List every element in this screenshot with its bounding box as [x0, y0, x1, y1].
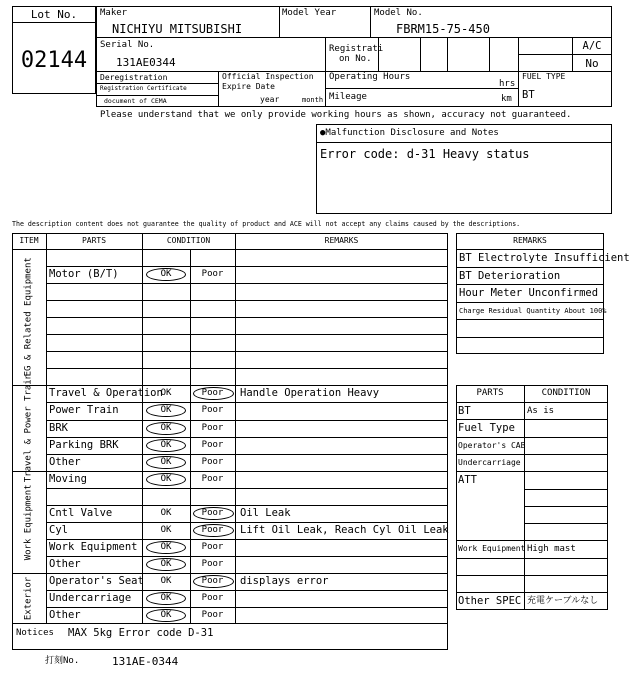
condition-circle: [146, 456, 186, 469]
condition-ok: OK: [160, 593, 172, 604]
malfunction-text: Error code: d-31 Heavy status: [320, 147, 530, 161]
stamp-label: 打刻No.: [45, 656, 80, 666]
parts-header: PARTS: [476, 388, 504, 398]
table-row-divider: [46, 317, 448, 318]
condition-ok: OK: [160, 439, 172, 450]
condition-circle: [146, 422, 186, 435]
condition-ok: OK: [160, 575, 172, 586]
remarks-header-divider: [456, 249, 604, 250]
remarks-row-divider: [456, 302, 604, 303]
row-remark: Lift Oil Leak, Reach Cyl Oil Leak: [240, 523, 449, 536]
header-col-divider: [325, 37, 326, 107]
condition-poor: Poor: [201, 610, 224, 621]
row-part: Other: [49, 557, 81, 570]
row-part: Power Train: [49, 404, 119, 417]
mileage-label: Mileage: [329, 92, 367, 102]
condition-poor: Poor: [201, 575, 224, 586]
parts-row-divider: [456, 454, 608, 455]
table-row-divider: [46, 402, 448, 403]
header-col-divider: [447, 37, 448, 71]
parts-item: ATT: [458, 474, 477, 487]
condition-circle: [146, 268, 186, 281]
section-divider: [12, 471, 448, 472]
malfunction-title: ●Malfunction Disclosure and Notes: [320, 128, 499, 138]
model-year-label: Model Year: [282, 8, 337, 18]
condition-circle: [146, 609, 186, 622]
header-row-divider: [96, 37, 612, 38]
maker-value: NICHIYU MITSUBISHI: [112, 22, 243, 36]
condition-poor: Poor: [201, 507, 224, 518]
section-label: Work Equipment: [23, 483, 34, 560]
row-remark: Oil Leak: [240, 506, 291, 519]
condition-ok: OK: [160, 473, 172, 484]
notices-text: MAX 5kg Error code D-31: [68, 627, 214, 639]
header-col-divider: [420, 37, 421, 71]
remarks-row-divider: [456, 284, 604, 285]
condition-ok: OK: [160, 388, 172, 399]
condition-poor: Poor: [201, 405, 224, 416]
header-row-divider: [96, 95, 218, 96]
table-col-divider: [46, 233, 47, 624]
parts-row-divider: [456, 471, 608, 472]
inspection-label-2: Expire Date: [222, 82, 275, 91]
table-row-divider: [46, 283, 448, 284]
table-row-divider: [46, 505, 448, 506]
parts-row-divider: [456, 540, 608, 541]
condition-ok: OK: [160, 405, 172, 416]
parts-row-divider: [524, 506, 608, 507]
table-row-divider: [46, 334, 448, 335]
condition-poor: Poor: [201, 456, 224, 467]
condition-ok: OK: [160, 610, 172, 621]
table-row-divider: [46, 454, 448, 455]
table-col-divider: [235, 233, 236, 624]
table-row-divider: [46, 607, 448, 608]
model-no-value: FBRM15-75-450: [396, 22, 490, 36]
ac-value: No: [585, 57, 599, 70]
header-col-divider: [279, 6, 280, 37]
header-col-divider: [378, 37, 379, 71]
remark-item: Charge Residual Quantity About 100%: [459, 306, 607, 315]
row-part: Undercarriage: [49, 592, 132, 605]
stamp-value: 131AE-0344: [112, 655, 179, 668]
parts-row-divider: [456, 419, 608, 420]
parts-condition: As is: [527, 406, 555, 416]
condition-circle: [146, 541, 186, 554]
section-divider: [12, 385, 448, 386]
parts-item: Work Equipment: [458, 544, 526, 554]
row-part: Moving: [49, 472, 87, 485]
table-row-divider: [46, 556, 448, 557]
condition-ok: OK: [160, 541, 172, 552]
remark-item: BT Electrolyte Insufficient: [459, 252, 630, 264]
condition-circle: [146, 439, 186, 452]
table-row-divider: [46, 351, 448, 352]
row-part: BRK: [49, 421, 68, 434]
header-condition: CONDITION: [166, 236, 211, 245]
deregistration-label: Deregistration: [100, 73, 168, 82]
remarks-row-divider: [456, 337, 604, 338]
row-part: Motor (B/T): [49, 268, 119, 281]
registration-label-2: on No.: [339, 54, 372, 64]
parts-row-divider: [456, 437, 608, 438]
condition-poor: Poor: [201, 269, 224, 280]
condition-circle: [193, 524, 234, 537]
condition-poor: Poor: [201, 473, 224, 484]
condition-poor: Poor: [201, 541, 224, 552]
notices-label: Notices: [16, 628, 54, 638]
condition-poor: Poor: [201, 524, 224, 535]
condition-poor: Poor: [201, 388, 224, 399]
row-part: Other: [49, 455, 81, 468]
remarks-row-divider: [456, 267, 604, 268]
condition-circle: [146, 473, 186, 486]
table-row-divider: [46, 437, 448, 438]
condition-circle: [146, 592, 186, 605]
hours-notice: Please understand that we only provide working hours as shown, accuracy not guaranteed.: [100, 110, 572, 120]
row-part: Travel & Operation: [49, 387, 163, 400]
operating-hours-label: Operating Hours: [329, 72, 411, 82]
header-remarks: REMARKS: [324, 236, 359, 245]
parts-item: Undercarriage: [458, 457, 521, 467]
row-part: Other: [49, 609, 81, 622]
parts-row-divider: [524, 489, 608, 490]
remark-item: Hour Meter Unconfirmed: [459, 287, 599, 299]
fuel-type-label: FUEL TYPE: [522, 72, 566, 81]
lot-label: Lot No.: [30, 8, 78, 21]
parts-item: Fuel Type: [458, 422, 515, 435]
header-divider: [12, 249, 448, 250]
row-part: Cntl Valve: [49, 506, 113, 519]
header-row-divider: [518, 54, 612, 55]
parts-row-divider: [456, 558, 608, 559]
maker-label: Maker: [100, 8, 128, 18]
section-label: EG & Related Equipment: [23, 257, 34, 377]
registration-label: Registrati: [329, 44, 384, 54]
ac-label: A/C: [582, 40, 602, 52]
condition-ok: OK: [160, 269, 172, 280]
year-label: year: [260, 95, 280, 104]
row-part: Work Equipment: [49, 540, 138, 553]
section-label: Travel & Power Train: [23, 373, 34, 483]
table-row-divider: [46, 300, 448, 301]
remarks-header: REMARKS: [513, 236, 547, 245]
km-label: km: [501, 94, 512, 104]
serial-label: Serial No.: [100, 40, 155, 50]
malfunction-divider: [316, 142, 612, 143]
parts-item: BT: [458, 405, 471, 417]
lot-number: 02144: [20, 48, 88, 73]
condition-poor: Poor: [201, 439, 224, 450]
condition-circle: [146, 558, 186, 571]
condition-poor: Poor: [201, 558, 224, 569]
row-remark: Handle Operation Heavy: [240, 387, 380, 400]
row-part: Cyl: [49, 523, 68, 536]
header-parts: PARTS: [81, 236, 107, 245]
row-part: Parking BRK: [49, 438, 119, 451]
parts-condition: 充電ケーブルなし: [527, 596, 599, 607]
month-label: month: [302, 96, 324, 104]
table-row-divider: [46, 420, 448, 421]
header-col-divider: [370, 6, 371, 37]
parts-row-divider: [524, 523, 608, 524]
serial-value: 131AE0344: [116, 56, 176, 69]
condition-ok: OK: [160, 507, 172, 518]
condition-ok: OK: [160, 558, 172, 569]
parts-item: Operator's CAB: [458, 440, 526, 450]
header-row-divider: [96, 83, 218, 84]
parts-row-divider: [456, 575, 608, 576]
table-row-divider: [46, 590, 448, 591]
parts-condition: High mast: [527, 544, 576, 555]
hrs-label: hrs: [499, 79, 516, 89]
section-divider: [12, 573, 448, 574]
row-remark: displays error: [240, 574, 329, 587]
table-row-divider: [46, 539, 448, 540]
header-col-divider: [489, 37, 490, 71]
condition-circle: [193, 507, 234, 520]
condition-circle: [193, 575, 234, 588]
condition-poor: Poor: [201, 422, 224, 433]
section-label: Exterior: [23, 576, 34, 621]
condition-ok: OK: [160, 456, 172, 467]
disclaimer: The description content does not guarantee the quality of product and ACE will not accept any claims caused by the descriptions.: [12, 220, 521, 228]
model-no-label: Model No.: [374, 8, 423, 18]
row-part: Operator's Seat: [49, 574, 144, 587]
parts-header-divider: [456, 402, 608, 403]
parts-row-divider: [456, 592, 608, 593]
remarks-row-divider: [456, 319, 604, 320]
remark-item: BT Deterioration: [459, 269, 561, 282]
fuel-type-value: BT: [522, 89, 535, 101]
condition-ok: OK: [160, 524, 172, 535]
parts-item: Other SPEC: [458, 595, 522, 608]
registration-certificate-label: Registration Certificate: [100, 85, 187, 92]
header-col-divider: [218, 71, 219, 107]
table-row-divider: [46, 488, 448, 489]
inspection-label: Official Inspection: [222, 72, 314, 81]
header-item: ITEM: [19, 236, 39, 245]
table-row-divider: [46, 522, 448, 523]
condition-poor: Poor: [201, 593, 224, 604]
header-row-divider: [325, 88, 519, 89]
table-row-divider: [46, 368, 448, 369]
condition-ok: OK: [160, 422, 172, 433]
lot-divider: [12, 22, 96, 23]
table-row-divider: [46, 266, 448, 267]
condition-header: CONDITION: [541, 388, 591, 398]
header-col-divider: [518, 37, 519, 107]
cema-label: document of CEMA: [104, 97, 167, 105]
